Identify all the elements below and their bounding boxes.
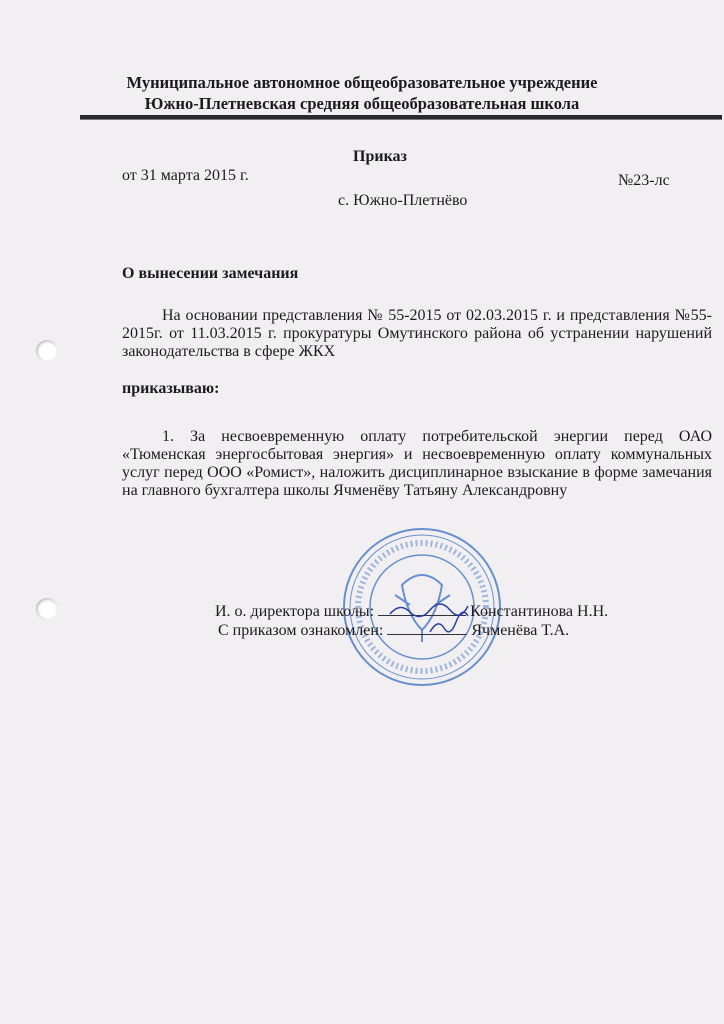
order-subject: О вынесении замечания: [122, 265, 299, 282]
basis-paragraph: На основании представления № 55-2015 от 02.03.2015 г. и представления №55-2015г. от 11.03.2015 г. прокуратуры Омутинского района об устранении нарушений законодательства в сфере ЖКХ: [122, 307, 712, 360]
letterhead-line-1: Муниципальное автономное общеобразовательное учреждение: [126, 73, 598, 92]
header-divider: [80, 115, 722, 120]
document-title: Приказ: [353, 148, 407, 165]
order-word: приказываю:: [122, 380, 220, 397]
handwritten-signature-icon: [385, 596, 475, 636]
letterhead-line-2: Южно-Плетневская средняя общеобразовательная школа: [144, 94, 580, 113]
acquainted-label: С приказом ознакомлен:: [218, 622, 384, 639]
director-name: Константинова Н.Н.: [470, 603, 609, 620]
director-label: И. о. директора школы:: [215, 603, 375, 620]
order-number: №23-лс: [618, 172, 670, 189]
punch-hole: [36, 598, 58, 620]
order-place: с. Южно-Плетнёво: [338, 192, 468, 209]
acquainted-name: Ячменёва Т.А.: [471, 622, 570, 639]
order-item-1: 1. За несвоевременную оплату потребительской энергии перед ОАО «Тюменская энергосбытовая энергия» и несвоевременную оплату коммунальных услуг перед ООО «Ромист», наложить дисциплинарное взыскание в форме замечания на главного бухгалтера школы Ячменёву Татьяну Александровну: [122, 428, 712, 499]
punch-hole: [36, 340, 58, 362]
letterhead: [0, 72, 724, 114]
order-date: от 31 марта 2015 г.: [122, 167, 249, 184]
